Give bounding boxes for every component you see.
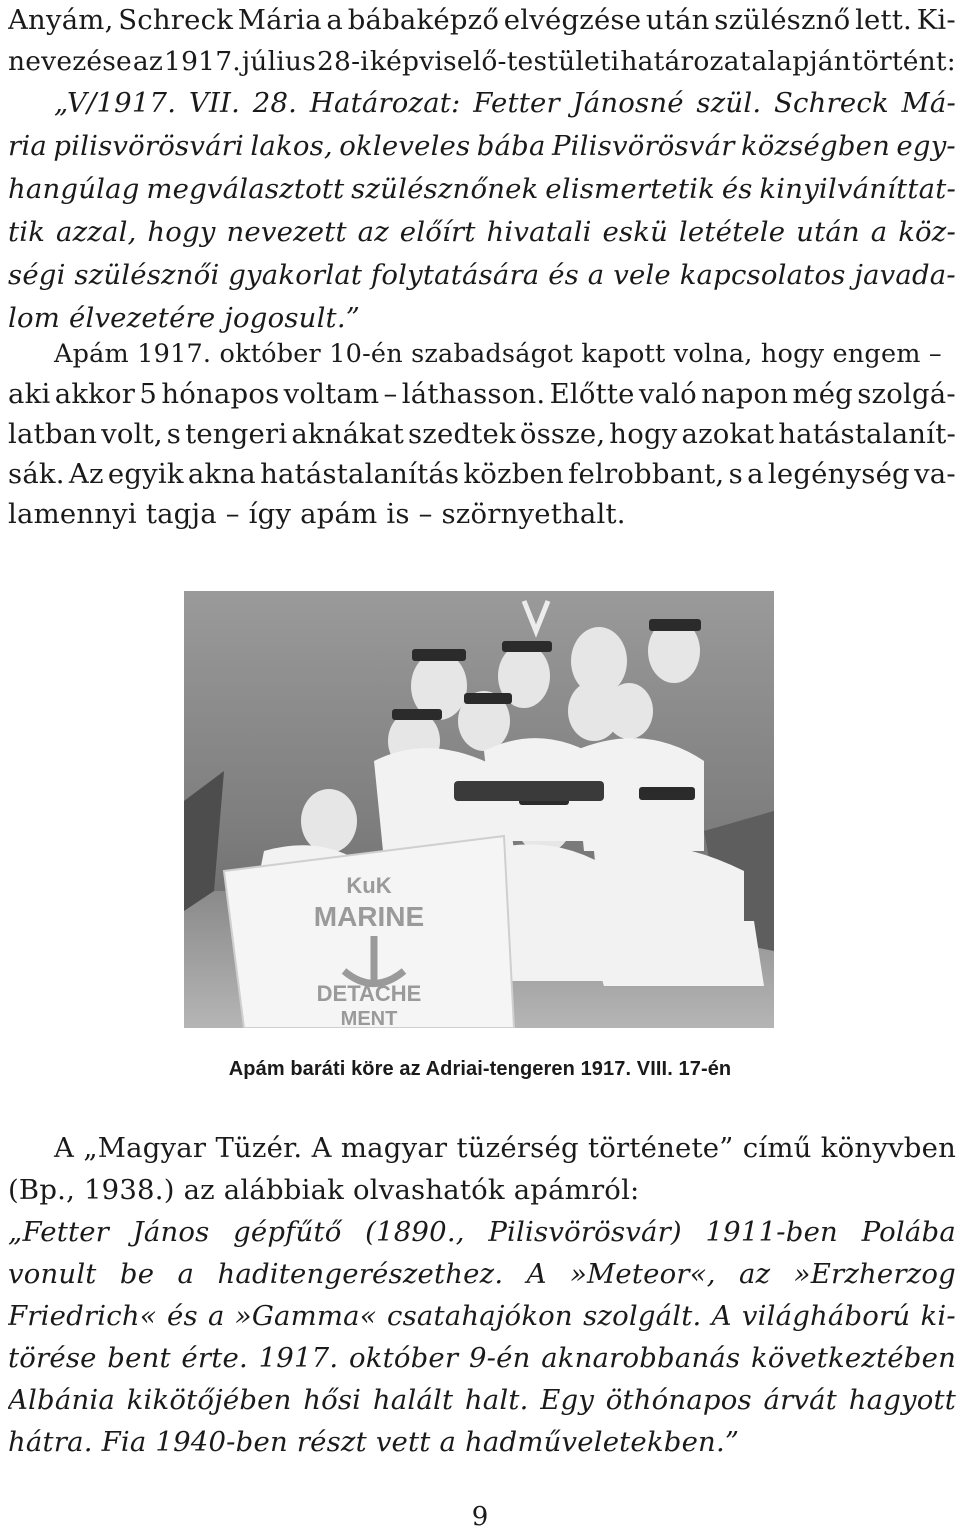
word: va- <box>914 458 956 490</box>
text-line <box>8 1253 956 1295</box>
page-number: 9 <box>471 1502 489 1532</box>
word: ria <box>8 130 47 162</box>
word: közben <box>463 458 564 490</box>
word: Friedrich« <box>8 1300 157 1332</box>
father-paragraph <box>8 334 956 534</box>
word: Albánia <box>8 1384 115 1416</box>
word: Pilisvörösvár <box>551 130 735 162</box>
word: szolgá- <box>857 378 956 410</box>
text-line <box>8 254 956 297</box>
word: A <box>711 1300 732 1332</box>
word: Polába <box>861 1216 956 1248</box>
word: pilisvörösvári <box>53 130 245 162</box>
word: letétele <box>678 216 786 248</box>
text-line <box>8 1211 956 1253</box>
word: a <box>177 1258 195 1290</box>
sign-text-line: KuK <box>346 873 392 898</box>
word: magyar <box>340 1132 448 1164</box>
word: bába <box>476 130 546 162</box>
text-line <box>8 1421 956 1463</box>
word: Az <box>68 458 104 490</box>
sign-text-line: DETACHE <box>316 981 422 1006</box>
text-line <box>8 1337 956 1379</box>
word: következtében <box>750 1342 956 1374</box>
word: (1890., <box>365 1216 465 1248</box>
word: hogy <box>147 216 216 248</box>
word: Határozat: <box>309 87 461 119</box>
word: július <box>241 46 316 77</box>
word: szülésznői <box>74 259 220 291</box>
text-line <box>8 1295 956 1337</box>
word: megválasztott <box>146 173 345 205</box>
word: aknákat <box>291 418 404 450</box>
word: még <box>792 378 853 410</box>
word: október <box>349 1342 459 1374</box>
resolution-quote <box>8 82 956 340</box>
word: Má- <box>901 87 956 119</box>
word: nevezése <box>8 46 132 77</box>
word: 28-i <box>316 46 369 77</box>
word: A <box>526 1258 547 1290</box>
word: A <box>54 1132 75 1164</box>
word: a <box>747 458 764 490</box>
intro-paragraph <box>8 0 956 82</box>
word: Mária <box>237 4 322 36</box>
word: a <box>587 259 605 291</box>
word: csatahajókon <box>386 1300 573 1332</box>
word: haditengerészethez. <box>217 1258 504 1290</box>
word: lakos, <box>250 130 333 162</box>
word: történt: <box>852 46 956 77</box>
word: Fetter <box>473 87 560 119</box>
text-line <box>8 1169 956 1211</box>
word: vonult <box>8 1258 97 1290</box>
word: Jánosné <box>572 87 684 119</box>
word: tengeri <box>185 418 288 450</box>
word: tik <box>8 216 46 248</box>
word: azzal, <box>56 216 137 248</box>
word: községben <box>740 130 891 162</box>
text-line <box>8 374 956 414</box>
word: halt. <box>464 1384 529 1416</box>
word: halált <box>372 1384 454 1416</box>
word: „Fetter <box>8 1216 110 1248</box>
word: az <box>739 1258 771 1290</box>
word: után <box>796 216 860 248</box>
text-line <box>8 454 956 494</box>
word: hatástalanít- <box>778 418 956 450</box>
word: „Magyar <box>83 1132 207 1164</box>
photo-illustration <box>184 591 774 1028</box>
word: kikötőjében <box>126 1384 292 1416</box>
word: ségi <box>8 259 66 291</box>
group-photograph <box>184 591 774 1028</box>
word: szülésznő <box>714 4 851 36</box>
word: története” <box>588 1132 734 1164</box>
word: Schreck <box>118 4 234 36</box>
word: Schreck <box>773 87 889 119</box>
word: aknarobbanás <box>541 1342 741 1374</box>
word: Ki- <box>916 4 956 36</box>
word: köz- <box>898 216 956 248</box>
word: szülésznőnek <box>351 173 539 205</box>
photo-caption: Apám baráti köre az Adriai-tengeren 1917. VIII. 17-én <box>228 1058 732 1080</box>
word: lom élvezetére jogosult.” <box>8 302 361 334</box>
word: 1911-ben <box>705 1216 838 1248</box>
word: elismertetik <box>545 173 715 205</box>
word: Tüzér. <box>215 1132 303 1164</box>
word: öthónapos <box>605 1384 752 1416</box>
word: (Bp., 1938.) az alábbiak olvashatók apámról: <box>8 1174 640 1206</box>
text-line <box>8 41 956 82</box>
word: és <box>721 173 753 205</box>
word: akkor <box>54 378 136 410</box>
text-line <box>8 1127 956 1169</box>
word: Előtte <box>549 378 635 410</box>
text-line <box>8 82 956 125</box>
word: után <box>645 4 710 36</box>
word: folytatására <box>370 259 540 291</box>
word: hátra. Fia 1940-ben részt vett a hadműveletekben.” <box>8 1426 740 1458</box>
word: törése <box>8 1342 97 1374</box>
word: érte. <box>181 1342 248 1374</box>
word: a <box>207 1300 225 1332</box>
word: előírt <box>399 216 476 248</box>
word: hatástalanítás <box>260 458 460 490</box>
word: elvégzése <box>503 4 642 36</box>
word: a <box>326 4 343 36</box>
word: aki <box>8 378 51 410</box>
word: s <box>728 458 743 490</box>
word: gyakorlat <box>228 259 363 291</box>
word: világháború <box>741 1300 911 1332</box>
word: »Meteor«, <box>570 1258 716 1290</box>
word: hagyott <box>848 1384 956 1416</box>
word: szolgált. <box>583 1300 702 1332</box>
text-line <box>8 0 956 41</box>
word: »Gamma« <box>234 1300 377 1332</box>
text-line <box>8 125 956 168</box>
word: napon <box>701 378 789 410</box>
word: és <box>548 259 579 291</box>
word: hónapos <box>161 378 280 410</box>
text-line <box>8 414 956 454</box>
word: tüzérség <box>456 1132 579 1164</box>
word: volt, <box>101 418 163 450</box>
book-quote <box>8 1211 956 1463</box>
word: egyik <box>107 458 184 490</box>
word: „V/1917. <box>54 87 177 119</box>
word: össze, <box>519 418 606 450</box>
word: – <box>383 378 398 410</box>
word: szül. <box>696 87 762 119</box>
word: azokat <box>681 418 775 450</box>
word: Egy <box>540 1384 595 1416</box>
word: a <box>870 216 888 248</box>
word: képviselő-testületi <box>369 46 620 77</box>
word: gépfűtő <box>233 1216 342 1248</box>
word: VII. <box>188 87 241 119</box>
word: 1917. <box>258 1342 339 1374</box>
word: Pilisvörösvár) <box>488 1216 682 1248</box>
text-line <box>8 211 956 254</box>
word: legénység <box>767 458 910 490</box>
word: felrobbant, <box>568 458 725 490</box>
word: latban <box>8 418 98 450</box>
word: A <box>311 1132 332 1164</box>
sign-text-line: MENT <box>340 1008 398 1028</box>
word: könyvben <box>820 1132 956 1164</box>
word: bent <box>107 1342 171 1374</box>
word: voltam <box>283 378 380 410</box>
word: nevezett <box>226 216 347 248</box>
word: be <box>119 1258 155 1290</box>
word: bábaképző <box>347 4 500 36</box>
word: hősi <box>303 1384 362 1416</box>
word: lett. <box>855 4 912 36</box>
word: 5 <box>139 378 158 410</box>
word: javada- <box>854 259 956 291</box>
word: 9-én <box>468 1342 531 1374</box>
sign-text-line: MARINE <box>313 901 425 932</box>
word: hivatali <box>486 216 592 248</box>
word: láthasson. <box>401 378 546 410</box>
word: szedtek <box>407 418 516 450</box>
word: ki- <box>920 1300 956 1332</box>
word: kinyilváníttat- <box>759 173 956 205</box>
word: »Erzherzog <box>793 1258 956 1290</box>
text-line <box>8 494 956 534</box>
word: az <box>357 216 389 248</box>
word: akna <box>187 458 256 490</box>
book-reference-paragraph <box>8 1127 956 1211</box>
text-line <box>8 334 956 374</box>
word: lamennyi tagja – így apám is – szörnyethalt. <box>8 498 626 530</box>
word: való <box>638 378 697 410</box>
text-line <box>8 168 956 211</box>
word: kapcsolatos <box>679 259 846 291</box>
word: árvát <box>763 1384 838 1416</box>
word: eskü <box>602 216 669 248</box>
word: hogy <box>609 418 678 450</box>
word: Apám 1917. október 10-én szabadságot kapott volna, hogy engem – <box>54 339 942 369</box>
word: 28. <box>252 87 298 119</box>
word: az <box>132 46 164 77</box>
word: vele <box>613 259 671 291</box>
word: Anyám, <box>8 4 114 36</box>
word: című <box>742 1132 812 1164</box>
word: 1917. <box>164 46 241 77</box>
word: okleveles <box>339 130 471 162</box>
word: alapján <box>751 46 852 77</box>
word: János <box>132 1216 210 1248</box>
word: és <box>166 1300 198 1332</box>
word: hangúlag <box>8 173 140 205</box>
word: egy- <box>896 130 956 162</box>
text-line <box>8 1379 956 1421</box>
word: s <box>166 418 182 450</box>
word: sák. <box>8 458 65 490</box>
word: határozat <box>620 46 751 77</box>
